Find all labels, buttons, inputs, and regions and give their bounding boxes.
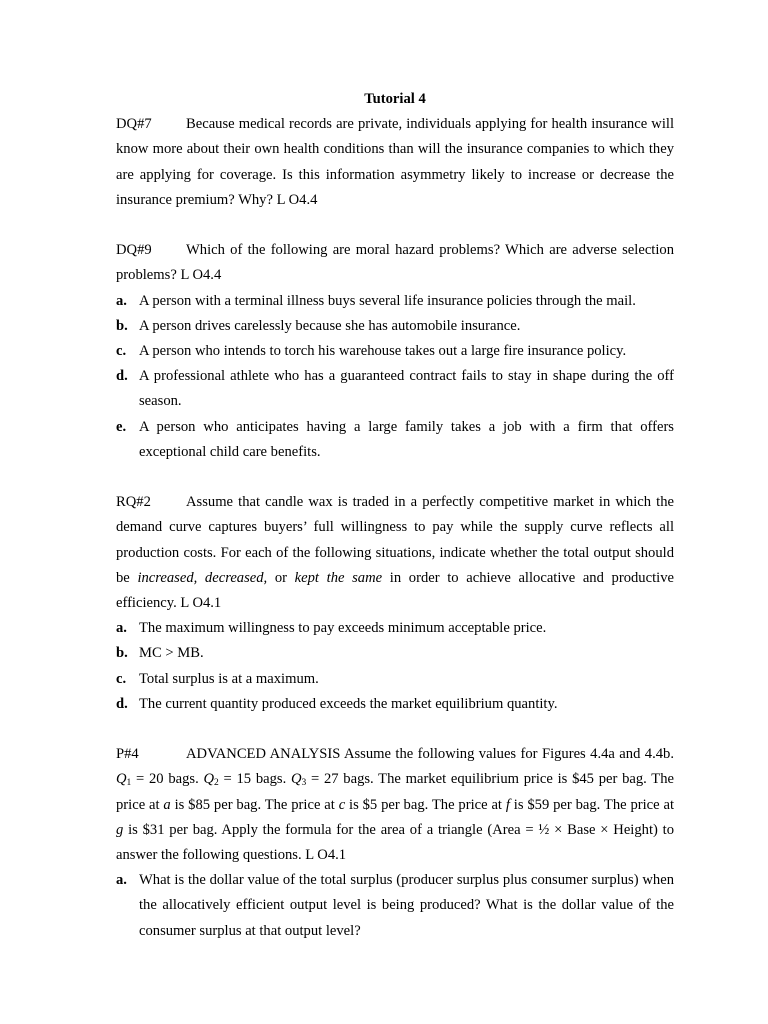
question-text	[116, 490, 674, 616]
question-body: = 20 bags.	[131, 771, 204, 788]
item-label: a.	[116, 292, 127, 309]
question-body: = 27 bags. The market equilibrium price is $45 per bag. The price at	[116, 771, 674, 813]
question-body: = 15 bags.	[218, 771, 291, 788]
question-code: DQ#7	[116, 116, 152, 133]
list-item	[116, 364, 674, 414]
spacer	[116, 465, 674, 490]
question-body: Assume that candle wax is traded in a perfectly competitive market in which the demand curve captures buyers’ full willingness to pay while the supply curve reflects all production costs. For each of the following situations, indicate whether the total output should be	[116, 494, 674, 586]
question-text	[116, 112, 674, 213]
item-label: a.	[116, 620, 127, 637]
variable-a: a	[163, 796, 171, 813]
spacer	[116, 213, 674, 238]
item-text: Total surplus is at a maximum.	[139, 670, 319, 687]
variable-f: f	[505, 796, 510, 813]
item-text: A professional athlete who has a guaranteed contract fails to stay in shape during the off season.	[139, 368, 674, 410]
question-body: or	[267, 569, 295, 586]
list-item	[116, 289, 674, 314]
question-body: Which of the following are moral hazard problems? Which are adverse selection problems? L O4.4	[116, 242, 674, 284]
list-item	[116, 339, 674, 364]
list-item	[116, 314, 674, 339]
item-label: d.	[116, 368, 128, 385]
page-title: Tutorial 4	[364, 91, 426, 107]
list-item	[116, 692, 674, 717]
variable-g: g	[116, 821, 124, 838]
item-label: b.	[116, 317, 128, 334]
question-code: RQ#2	[116, 494, 151, 511]
item-label: c.	[116, 670, 127, 687]
list-item	[116, 616, 674, 641]
question-body: is $5 per bag. The price at	[345, 796, 506, 813]
item-text: A person drives carelessly because she has automobile insurance.	[139, 317, 521, 334]
list-item	[116, 415, 674, 465]
question-body: is $85 per bag. The price at	[170, 796, 339, 813]
item-text: MC > MB.	[139, 645, 204, 662]
item-text: What is the dollar value of the total surplus (producer surplus plus consumer surplus) when the allocatively efficient output level is being produced? What is the dollar value of the consumer surplus at that output level?	[139, 872, 674, 939]
question-body: Because medical records are private, individuals applying for health insurance will know more about their own health conditions than will the insurance companies to which they are applying for coverage. Is this information asymmetry likely to increase or decrease the insurance premium? Why? L O4.4	[116, 116, 674, 208]
question-text	[116, 742, 674, 868]
spacer	[116, 717, 674, 742]
variable-c: c	[338, 796, 346, 813]
question-body: is $59 per bag. The price at	[509, 796, 675, 813]
list-item	[116, 667, 674, 692]
emphasis-text: kept the same	[294, 569, 383, 586]
variable-q: Q	[203, 771, 215, 788]
question-body: is $31 per bag. Apply the formula for the area of a triangle (Area = ½ × Base × Height) to answer the following questions. L O4.1	[116, 821, 674, 864]
list-item	[116, 641, 674, 666]
item-label: d.	[116, 695, 128, 712]
item-text: The maximum willingness to pay exceeds minimum acceptable price.	[139, 620, 547, 637]
item-text: A person with a terminal illness buys several life insurance policies through the mail.	[139, 292, 636, 309]
list-item	[116, 868, 674, 944]
question-p4	[116, 742, 674, 944]
item-text: The current quantity produced exceeds the market equilibrium quantity.	[139, 695, 558, 712]
subscript: 2	[214, 778, 219, 789]
item-text: A person who intends to torch his warehouse takes out a large fire insurance policy.	[139, 343, 627, 360]
question-code: P#4	[116, 746, 139, 763]
item-label: e.	[116, 418, 127, 435]
item-label: b.	[116, 645, 128, 662]
variable-q: Q	[116, 771, 127, 788]
subscript: 3	[301, 778, 307, 789]
subscript: 1	[126, 778, 132, 789]
document-body	[116, 87, 674, 944]
question-body: in order to achieve allocative and productive efficiency. L O4.1	[116, 569, 674, 612]
question-text	[116, 238, 674, 288]
question-dq7	[116, 112, 674, 213]
variable-q: Q	[290, 771, 302, 788]
item-label: c.	[116, 343, 127, 360]
question-dq9	[116, 238, 674, 465]
question-rq2	[116, 490, 674, 717]
question-body: ADVANCED ANALYSIS Assume the following values for Figures 4.4a and 4.4b.	[186, 746, 674, 763]
item-text: A person who anticipates having a large family takes a job with a firm that offers exceptional child care benefits.	[139, 418, 674, 460]
item-label: a.	[116, 872, 127, 889]
question-code: DQ#9	[116, 242, 152, 259]
emphasis-text: increased, decreased,	[137, 569, 268, 586]
